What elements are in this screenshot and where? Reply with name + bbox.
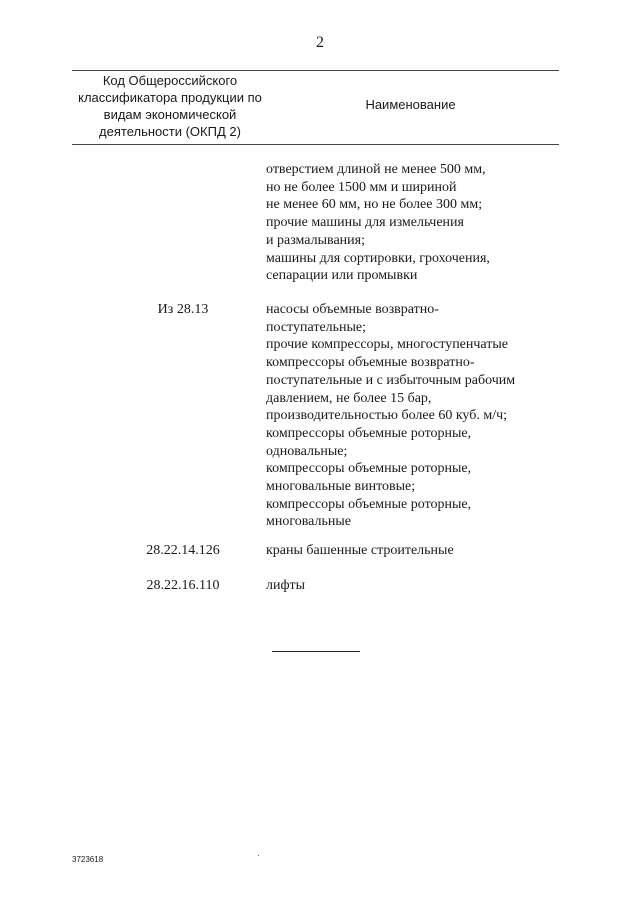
name-line: многовальные винтовые; (266, 479, 416, 495)
name-line: давлением, не более 15 бар, (266, 390, 432, 406)
name-line: лифты (266, 578, 306, 593)
document-id: 3723618 (72, 855, 104, 864)
table-header-top-rule (72, 70, 559, 71)
name-line: но не более 1500 мм и шириной (266, 179, 457, 195)
name-line: производительностью более 60 куб. м/ч; (266, 408, 508, 424)
name-line: отверстием длиной не менее 500 мм, (266, 162, 486, 177)
name-line: одновальные; (266, 443, 348, 459)
name-line: прочие компрессоры, многоступенчатые (266, 337, 509, 353)
name-line: краны башенные строительные (266, 543, 454, 558)
continuation-name-cell (266, 161, 566, 285)
name-line: и размалывания; (266, 232, 365, 248)
column-header-name: Наименование (365, 97, 456, 112)
name-line: поступательные и с избыточным рабочим (266, 372, 516, 388)
name-line: насосы объемные возвратно- (266, 302, 439, 317)
row-code: 28.22.16.110 (146, 578, 220, 593)
name-line: многовальные (266, 514, 351, 530)
name-line: компрессоры объемные роторные, (266, 461, 472, 477)
name-line: компрессоры объемные роторные, (266, 425, 472, 441)
name-line: поступательные; (266, 319, 367, 335)
name-line: компрессоры объемные возвратно- (266, 355, 475, 371)
row-name-cell (266, 301, 566, 531)
row-name-cell (266, 542, 566, 560)
table-header-bottom-rule (72, 144, 559, 145)
end-of-table-rule (272, 651, 360, 652)
name-line: машины для сортировки, грохочения, (266, 250, 490, 266)
name-line: компрессоры объемные роторные, (266, 496, 472, 512)
name-line: не менее 60 мм, но не более 300 мм; (266, 197, 483, 213)
row-code: 28.22.14.126 (146, 543, 220, 558)
row-code: Из 28.13 (157, 302, 209, 317)
name-line: сепарации или промывки (266, 268, 418, 284)
name-line: прочие машины для измельчения (266, 215, 464, 231)
row-name-cell (266, 577, 566, 595)
scan-dot (258, 855, 259, 856)
page-number: 2 (316, 34, 324, 51)
column-header-code: Код Общероссийского классификатора продукции по видам экономической деятельности (ОКПД 2) (78, 73, 262, 139)
